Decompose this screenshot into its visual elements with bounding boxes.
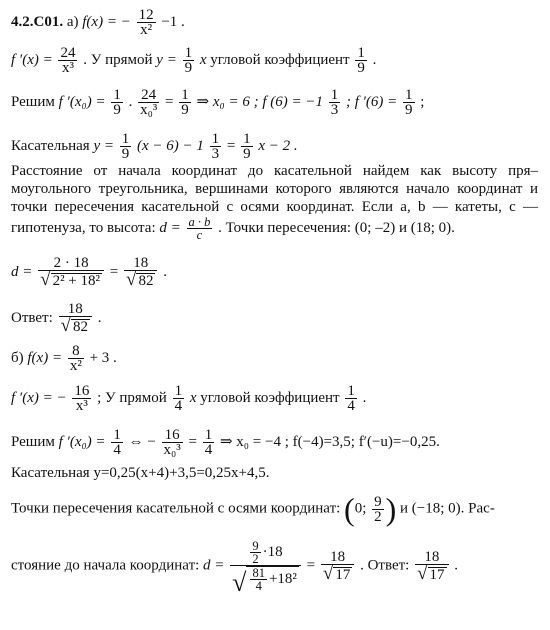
d-den-2-sqrt: √ 82 — [126, 269, 154, 290]
part-b-line-num: 1 — [174, 383, 183, 399]
distance-lhs: d = — [203, 557, 225, 574]
slope-fraction — [355, 46, 367, 75]
distance-eq: = — [306, 557, 316, 574]
distance-num-tail: ·18 — [262, 543, 283, 560]
part-b-solve-eq: = — [188, 433, 197, 450]
line-eq-tail: x — [199, 51, 207, 68]
answer-a-num: 18 — [59, 302, 92, 317]
point-1-close: ) — [385, 491, 397, 527]
point-1-fraction — [372, 495, 384, 524]
part-b-line-text-1: ; У прямой — [97, 389, 167, 406]
part-b-solve-den-2: x₀³ — [163, 442, 181, 458]
derivative-denominator: x³ — [61, 60, 74, 76]
part-b-solve-num-3: 1 — [204, 427, 213, 443]
part-b-solve-lhs: f ′(x₀) = — [58, 433, 106, 450]
part-b-line-var: x — [189, 389, 197, 406]
intersect-text: Точки пересечения касательной с осями координат: — [11, 500, 341, 517]
line-denominator: 9 — [184, 60, 193, 76]
derivative-fraction — [58, 46, 77, 75]
distance-formula-a — [11, 256, 541, 289]
slope-numerator: 1 — [357, 45, 365, 61]
function-denominator: x² — [140, 22, 153, 38]
point-1-num: 9 — [374, 493, 382, 510]
answer-a-den: 82 — [72, 319, 88, 335]
line-text-1: . У прямой — [83, 51, 153, 68]
function-lhs: f(x) = − — [82, 13, 131, 30]
d-eq: = — [109, 263, 119, 280]
part-a-tangent-line — [11, 132, 541, 161]
part-b-slope-fraction — [345, 384, 357, 413]
tangent-fraction-2 — [210, 132, 222, 161]
part-b-slope-num: 1 — [347, 383, 355, 399]
solve-fraction-4 — [329, 88, 341, 117]
d-fraction-1 — [38, 256, 104, 289]
part-b-line-fraction — [173, 384, 185, 413]
part-b-function-fraction — [68, 344, 84, 373]
tangent-word: Касательная — [11, 137, 90, 154]
part-b-line-den: 4 — [174, 398, 183, 414]
solve-num-1: 1 — [113, 87, 121, 103]
answer-b-fraction — [415, 550, 448, 583]
part-a-label: а) — [66, 13, 79, 30]
part-b-tangent-text: Касательная y=0,25(x+4)+3,5=0,25x+4,5. — [11, 465, 270, 481]
solve-den-4: 3 — [330, 102, 339, 118]
function-tail: −1 . — [161, 13, 185, 30]
distance-inner-den-a: 81 — [252, 566, 265, 580]
part-b-function-lhs: f(x) = — [27, 349, 63, 366]
distance-inner-den-b: 4 — [255, 579, 262, 593]
part-b-solve-line — [11, 428, 541, 457]
tangent-den-3: 9 — [243, 146, 251, 162]
tangent-num-2: 1 — [211, 131, 220, 147]
part-b-derivative-line — [11, 384, 541, 413]
distance-big-numerator — [230, 540, 301, 566]
solve-fraction-5 — [403, 88, 415, 117]
answer-b-word: . Ответ: — [360, 557, 410, 574]
part-b-derivative-num: 16 — [74, 383, 90, 399]
solve-den-1: 9 — [113, 102, 121, 118]
distance-big-fraction — [230, 539, 301, 597]
part-b-solve-num-2: 16 — [162, 428, 183, 443]
answer-b-den: 17 — [429, 566, 445, 583]
answer-a — [11, 302, 541, 335]
point-1-den: 2 — [374, 508, 382, 525]
solve-mid: . — [128, 93, 133, 110]
tangent-fraction-1 — [120, 132, 132, 161]
function-fraction — [137, 8, 156, 37]
d-den-2: 82 — [138, 273, 154, 289]
distance-result-fraction — [321, 550, 354, 583]
distance-result-num: 18 — [321, 550, 354, 565]
part-b-solve-den-3: 4 — [204, 442, 213, 458]
tangent-fraction-3 — [241, 132, 253, 161]
part-b-tangent-line — [11, 464, 541, 482]
slope-denominator: 9 — [357, 60, 365, 76]
d-num-2: 18 — [124, 256, 157, 271]
part-b-solve-fraction-2 — [162, 428, 183, 457]
d-fraction-2 — [124, 256, 157, 289]
distance-inner-num-a: 9 — [252, 539, 259, 553]
part-b-solve-word: Решим — [11, 433, 55, 450]
distance-result-den-sqrt: √ 17 — [322, 562, 351, 584]
part-a-solve-line — [11, 88, 541, 117]
solve-result: ⇒ x₀ = 6 ; f (6) = −1 — [196, 93, 323, 110]
part-b-solve-den-1: 4 — [113, 442, 121, 458]
line-fraction — [183, 46, 195, 75]
points-text: . Точки пересечения: (0; –2) и (18; 0). — [218, 219, 455, 236]
answer-a-den-sqrt: √ 82 — [60, 315, 88, 336]
d-lhs: d = — [11, 263, 33, 280]
tangent-mid: (x − 6) − 1 — [136, 137, 204, 154]
solve-lhs: f ′(x₀) = — [58, 93, 106, 110]
part-b-slope-dot: . — [362, 389, 367, 406]
tangent-tail: x − 2 . — [258, 137, 298, 154]
part-b-derivative-lhs: f ′(x) = − — [11, 389, 67, 406]
distance-inner-num-b: 2 — [252, 552, 259, 566]
part-b-derivative-fraction — [72, 384, 91, 413]
distance-text: стояние до начала координат: — [11, 557, 200, 574]
tangent-num-1: 1 — [121, 131, 130, 147]
part-b-line-text-2: угловой коэффициент — [200, 389, 340, 406]
function-numerator: 12 — [138, 7, 154, 23]
part-a-function-line — [11, 8, 541, 37]
derivative-numerator: 24 — [60, 45, 76, 61]
d-den-1: 2² + 18² — [52, 273, 101, 289]
part-b-label: б) — [11, 349, 24, 366]
solve-num-4: 1 — [330, 87, 339, 103]
solve-num-5: 1 — [405, 87, 413, 103]
part-b-function-num: 8 — [68, 344, 84, 359]
answer-a-dot: . — [97, 309, 102, 326]
solve-num-2: 24 — [138, 88, 159, 103]
tangent-lhs: y = — [93, 137, 114, 154]
answer-b-den-sqrt: √ 17 — [417, 562, 445, 584]
height-fraction — [187, 216, 213, 241]
part-b-intersection-line: Точки пересечения касательной с осями координат: (0; $\frac{9}{2}$ ) и (−18; 0). Рас- — [11, 491, 495, 527]
solve-den-3: 9 — [181, 102, 189, 118]
part-b-solve-fraction-3 — [203, 428, 215, 457]
solve-result-2: ; f ′(6) = — [345, 93, 398, 110]
d-dot: . — [163, 263, 167, 280]
solve-num-3: 1 — [181, 87, 189, 103]
part-b-distance-line — [11, 539, 541, 597]
slope-dot: . — [372, 51, 377, 68]
distance-inner-den-fraction — [250, 567, 267, 592]
tangent-den-1: 9 — [121, 146, 130, 162]
part-b-solve-result: ⇒ x₀ = −4 ; f(−4)=3,5; f′(−u)=−0,25. — [219, 433, 440, 450]
height-den: c — [196, 228, 203, 242]
explanation-paragraph — [11, 162, 538, 241]
part-b-function-den: x² — [69, 358, 82, 374]
tangent-den-2: 3 — [211, 146, 220, 162]
solve-den-5: 9 — [405, 102, 413, 118]
part-b-function-tail: + 3 . — [89, 349, 117, 366]
answer-b-num: 18 — [415, 550, 448, 565]
problem-id: 4.2.С01. — [11, 13, 64, 30]
part-b-slope-den: 4 — [347, 398, 355, 414]
solve-fraction-2 — [138, 88, 159, 117]
line-eq-lhs: y = — [156, 51, 177, 68]
d-den-1-sqrt: √ 2² + 18² — [40, 269, 101, 290]
distance-inner-num-fraction — [250, 540, 260, 565]
paragraph-text: Расстояние от начала координат до касательной найдем как высоту пря–моугольного треугольника, вершинами которого являются начало координат и точки пересечения касательной с осями координат. Если a, b — катеты, c — гипотенуза, то высота: — [11, 163, 538, 236]
d-num-1: 2 · 18 — [38, 256, 104, 271]
distance-big-denominator: √ $\frac{81}{4}$ +18² — [232, 566, 297, 597]
part-b-solve-arrow: ⇔ − — [128, 433, 156, 450]
derivative-lhs: f ′(x) = — [11, 51, 53, 68]
answer-a-fraction — [59, 302, 92, 335]
solve-den-2: x₀³ — [140, 102, 158, 118]
part-a-derivative-line — [11, 46, 541, 75]
solve-eq: = — [165, 93, 174, 110]
part-b-solve-num-1: 1 — [113, 427, 121, 443]
tangent-num-3: 1 — [243, 131, 251, 147]
line-text-2: угловой коэффициент — [210, 51, 350, 68]
point-2-text: и (−18; 0). Рас- — [400, 500, 495, 517]
answer-a-word: Ответ: — [11, 309, 53, 326]
height-num: a · b — [188, 215, 211, 229]
solve-fraction-3 — [179, 88, 191, 117]
solve-end: ; — [420, 93, 425, 110]
distance-den-tail: +18² — [268, 570, 297, 587]
part-b-function-line — [11, 344, 541, 373]
tangent-eq: = — [226, 137, 236, 154]
line-numerator: 1 — [184, 45, 193, 61]
answer-b-dot: . — [454, 557, 459, 574]
height-lhs: d = — [159, 219, 181, 236]
part-b-solve-fraction-1 — [111, 428, 123, 457]
solve-fraction-1 — [111, 88, 123, 117]
distance-result-den: 17 — [335, 566, 351, 583]
solve-word: Решим — [11, 93, 55, 110]
part-b-derivative-den: x³ — [75, 398, 88, 414]
